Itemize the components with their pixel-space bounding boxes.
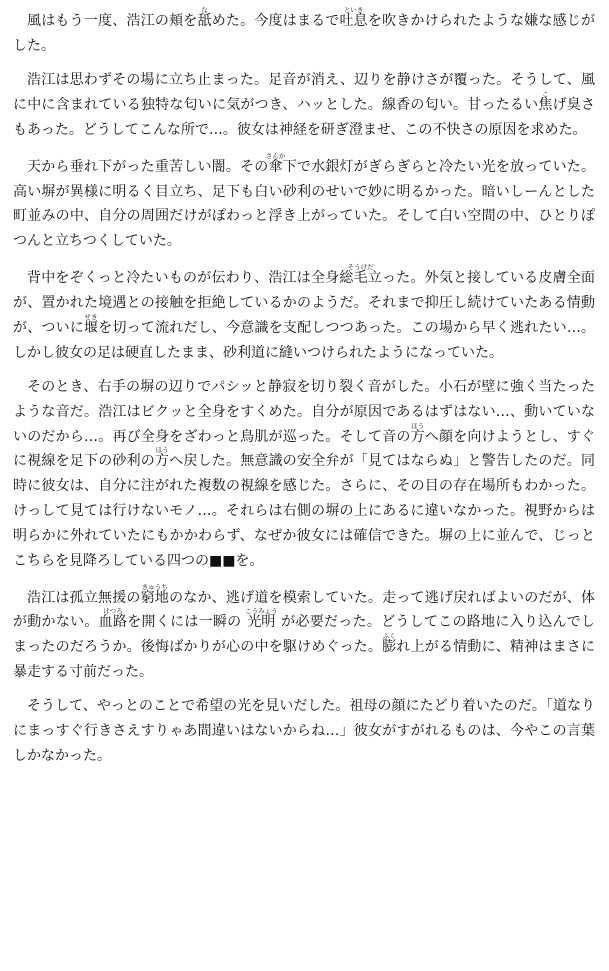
ruby-base: 堰: [84, 319, 99, 336]
furigana: といき: [339, 6, 368, 14]
ruby-annotation: [265, 151, 286, 175]
ruby-base: 総毛立: [339, 270, 383, 287]
furigana: ふく: [382, 632, 397, 641]
text-run: のなか、逃げ道を模索していた。走って逃げ戻ればよいのだが、体が動かない。: [13, 589, 596, 631]
furigana: さんか: [265, 151, 286, 160]
ruby-base: 光明: [245, 614, 278, 631]
text-run: が必要だった。どうしてこの路地に入り込んでしまったのだろうか。後悔ばかりが心の中を駆けめぐった。: [13, 614, 596, 656]
paragraph-5: [13, 375, 595, 573]
text-run: った。外気と接している皮膚全面が、置かれた境遇との接触を拒絶しているかのようだ。それまで抑圧し続けていたある情動が、ついに: [13, 270, 596, 336]
ruby-annotation: [155, 446, 170, 470]
story-text: [13, 6, 595, 778]
furigana: ほう: [410, 421, 425, 430]
paragraph-7: [13, 694, 595, 768]
text-run: めた。今度はまるで: [211, 13, 340, 29]
text-run: を開くには一瞬の: [127, 614, 247, 631]
text-run: 浩江は思わずその場に立ち止まった。足音が消え、辺りを静けさが覆った。そうして、風に中に含まれている独特な匂いに気がつき、ハッとした。線香の匂い。甘ったるい: [13, 71, 595, 113]
ruby-base: 舐: [197, 13, 212, 29]
text-run: れ上がる情動に、精神はまさに暴走する寸前だった。: [13, 639, 596, 681]
paragraph-6: [13, 583, 595, 685]
text-run: を切って流れだし、今意識を支配しつつあった。この場から早く逃れたい…。しかし彼女の足は硬直したまま、砂利道に縫いつけられたようになっていた。: [13, 319, 596, 361]
ruby-annotation: [98, 607, 128, 631]
text-run: へ顔を向けようとし、すぐに視線を足下の砂利の: [13, 428, 596, 470]
furigana: きゅうち: [140, 582, 169, 591]
text-run: 背中をぞくっと冷たいものが伝わり、浩江は全身: [27, 270, 340, 287]
ruby-annotation: [140, 582, 170, 606]
ruby-annotation: [84, 312, 99, 336]
furigana: けつろ: [98, 607, 127, 616]
ruby-base: 膨: [382, 639, 397, 656]
ruby-base: 窮地: [140, 589, 170, 606]
furigana: ほう: [155, 446, 169, 455]
text-run: 風はもう一度、浩江の頬を: [27, 13, 198, 29]
ruby-base: 傘: [265, 158, 286, 175]
furigana: こうみょう: [245, 607, 278, 616]
ruby-annotation: [410, 421, 425, 445]
ruby-annotation: [538, 89, 553, 113]
ruby-annotation: [382, 632, 397, 656]
text-run: そうして、やっとのことで希望の光を見いだした。祖母の顔にたどり着いたのだ。「道なりにまっすぐ行きさえすりゃあ間違いはないからね…」彼女がすがれるものは、今やこの言葉しかなかった。: [13, 698, 595, 764]
ruby-annotation: [197, 6, 212, 29]
furigana: そうけだ: [339, 263, 382, 272]
ruby-base: 方: [155, 453, 170, 470]
text-run: 浩江は孤立無援の: [27, 589, 141, 606]
ruby-annotation: [339, 263, 383, 287]
text-run: そのとき、右手の塀の辺りでパシッと静寂を切り裂く音がした。小石が壁に強く当たったような音だ。浩江はビクッと全身をすくめた。自分が原因であるはずはない…、動いていないのだから…。再び全身をざわっと鳥肌が巡った。そして音の: [13, 378, 595, 445]
paragraph-3: [13, 152, 595, 254]
paragraph-2: [13, 68, 595, 142]
furigana: せき: [84, 312, 99, 321]
furigana: な: [197, 6, 212, 14]
text-run: 下で水銀灯がぎらぎらと冷たい光を放っていた。高い塀が異様に明るく目立ち、足下も白い砂利のせいで妙に明るかった。暗いしーんとした町並みの中、自分の周囲だけがぽわっと浮き上がっていた。そして白い空間の中、ひとりぽつんと立ちつくしていた。: [13, 158, 596, 250]
text-run: げ臭さもあった。どうしてこんな所で…。彼女は神経を研ぎ澄ませ、この不快さの原因を求めた。: [13, 96, 595, 138]
paragraph-1: [13, 6, 595, 59]
text-run: へ戻した。無意識の安全弁が「見てはならぬ」と警告したのだ。同時に彼女は、自分に注がれた複数の視線を感じた。さらに、その目の存在場所もわかった。けっして見ては行けないモノ…。それらは右側の塀の上にあるに違いなかった。視野からは明らかに外れていたにもかかわらず、なぜか彼女には確信できた。塀の上に並んで、じっとこちらを見降ろしている四つの■■を。: [13, 453, 596, 569]
paragraph-4: [13, 263, 595, 365]
text-run: 天から垂れ下がった重苦しい闇。その: [27, 158, 269, 175]
ruby-base: 吐息: [339, 13, 368, 29]
ruby-base: 血路: [98, 614, 128, 631]
ruby-base: 方: [410, 428, 425, 445]
ruby-annotation: [245, 607, 278, 631]
text-run: を吹きかけられたような嫌な感じがした。: [13, 13, 596, 54]
ruby-annotation: [339, 6, 368, 29]
ruby-base: 焦: [538, 96, 553, 113]
furigana: こ: [538, 89, 553, 98]
